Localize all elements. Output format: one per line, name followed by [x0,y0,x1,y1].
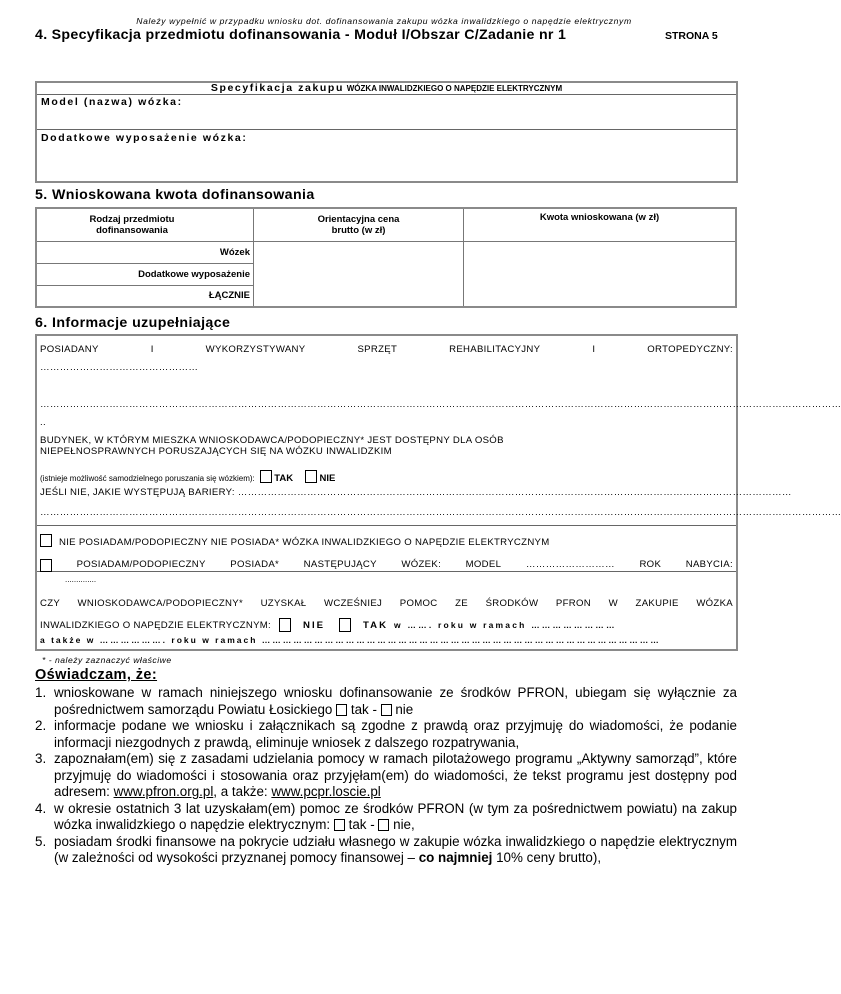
amount-table [35,207,737,308]
earlier-help-row [40,618,733,632]
earlier-no-label: NIE [303,619,326,631]
list-item: 3. zapoznałam(em) się z zasadami udzielania pomocy w ramach pilotażowego programu „Aktywny samorząd”, które przyjmuję do wiadomości i stosowania oraz przyjęłam(em) do wiadomości, że tekst programu jest dostępny pod adresem: www.pfron.org.pl, a także: www.pcpr.loscie.pl [35,751,737,799]
list-item: 2. informacje podane we wniosku i załącznikach są zgodne z prawdą oraz przyjmuję do wiadomości, że podanie informacji niezgodnych z prawdą, eliminuje wniosek z dalszego rozpatrywania, [35,718,737,750]
owned-equipment-label: POSIADANY I WYKORZYSTYWANY SPRZĘT REHABILITACYJNY I ORTOPEDYCZNY: [40,344,733,355]
model-label: Model (nazwa) wózka: [41,96,183,108]
earlier-in-text[interactable]: w ……. roku w ramach …………………… [394,620,617,630]
page-label: STRONA 5 [665,30,718,42]
spec-title-rest: WÓZKA INWALIDZKIEGO O NAPĘDZIE ELEKTRYCZNYM [346,84,563,93]
prior-help-nie-checkbox[interactable] [378,819,389,831]
extra-equipment-label: Dodatkowe wyposażenie wózka: [41,132,248,144]
barriers-row[interactable]: JEŚLI NIE, JAKIE WYSTĘPUJĄ BARIERY: …………………………………………………………………………………………………………………………………………………… [40,487,792,498]
col-header-amount: Kwota wnioskowana (w zł) [464,208,737,241]
building-line1: BUDYNEK, W KTÓRYM MIESZKA WNIOSKODAWCA/PODOPIECZNY* JEST DOSTĘPNY DLA OSÓB [40,435,504,446]
building-line2: NIEPEŁNOSPRAWNYCH PORUSZAJĄCYCH SIĘ NA WÓZKU INWALIDZKIM [40,446,392,457]
pcpr-link[interactable]: www.pcpr.loscie.pl [271,784,381,799]
earlier-no-checkbox[interactable] [279,618,291,632]
building-yes-checkbox[interactable] [260,470,272,483]
section6-title: 6. Informacje uzupełniające [35,315,231,331]
list-item: 4. w okresie ostatnich 3 lat uzyskałam(em) pomoc ze środków PFRON (w tym za pośrednictwem powiatu) na zakup wózka inwalidzkiego o napędzie elektrycznym: tak - nie, [35,800,737,832]
prior-help-tak-checkbox[interactable] [334,819,345,831]
row-label-extra: Dodatkowe wyposażenie [36,263,254,285]
price-cell[interactable] [254,241,464,307]
table-row [36,241,736,263]
earlier-yes-checkbox[interactable] [339,618,351,632]
no-wheelchair-checkbox[interactable] [40,534,52,547]
owned-dots-tail: .. [40,417,46,428]
building-no-label: NIE [319,473,336,484]
earlier-help-line1: CZY WNIOSKODAWCA/PODOPIECZNY* UZYSKAŁ WCZEŚNIEJ POMOC ZE ŚRODKÓW PFRON W ZAKUPIE WÓZKA [40,598,733,609]
owned-dots-long[interactable]: ……………………………………………………………………………………………………………………………………………………………………………………………………………………… [40,399,841,410]
earlier-yes-label: TAK [363,619,389,631]
spec-title [37,82,736,94]
no-wheelchair-label: NIE POSIADAM/PODOPIECZNY NIE POSIADA* WÓZKA INWALIDZKIEGO O NAPĘDZIE ELEKTRYCZNYM [58,537,550,548]
has-wheelchair-checkbox[interactable] [40,559,52,572]
earlier-help-label: INWALIDZKIEGO O NAPĘDZIE ELEKTRYCZNYM: [40,619,272,631]
barriers-dots[interactable]: ……………………………………………………………………………………………………………………………………………………………………………………………………………………… [40,507,841,518]
statement-list [35,685,737,867]
pfron-only-nie-checkbox[interactable] [381,704,392,716]
owned-dots-short[interactable]: ………………………………………… [40,362,199,373]
row-label-wozek: Wózek [36,241,254,263]
fill-note: Należy wypełnić w przypadku wniosku dot. dofinansowania zakupu wózka inwalidzkiego o napędzie elektrycznym [136,16,632,26]
col-header-price: Orientacyjna cena brutto (w zł) [254,208,464,241]
pfron-only-tak-checkbox[interactable] [336,704,347,716]
model-field[interactable] [37,94,736,130]
col-header-type: Rodzaj przedmiotu dofinansowania [36,208,254,241]
has-dots-tail[interactable]: .............. [65,575,97,584]
building-no-checkbox[interactable] [305,470,317,483]
independent-note: (istnieje możliwość samodzielnego poruszania się wózkiem): [40,474,255,483]
row-label-total: ŁĄCZNIE [36,285,254,307]
info-box [35,334,841,651]
statement-title: Oświadczam, że: [35,667,158,683]
has-wheelchair-row: POSIADAM/PODOPIECZNY POSIADA* NASTĘPUJĄCY WÓZEK: MODEL ……………………… ROK NABYCIA: [40,559,733,572]
section4-title: 4. Specyfikacja przedmiotu dofinansowania - Moduł I/Obszar C/Zadanie nr 1 [35,27,567,43]
list-item: 5. posiadam środki finansowe na pokrycie udziału własnego w zakupie wózka inwalidzkiego o napędzie elektrycznym (w zależności od wysokości przyznanej pomocy finansowej – co najmniej 10% ceny brutto), [35,833,737,865]
no-wheelchair-row [40,534,550,548]
section5-title: 5. Wnioskowana kwota dofinansowania [35,187,315,203]
also-line[interactable]: a także w ………………. roku w ramach …………………………………………………………………………………………………… [40,635,661,645]
list-item: 1. wnioskowane w ramach niniejszego wniosku dofinansowanie ze środków PFRON, ubiegam się wyłącznie za pośrednictwem samorządu Powiatu Łosickiego tak - nie [35,685,737,717]
building-yes-label: TAK [274,473,294,484]
amount-cell[interactable] [464,241,737,307]
spec-title-spaced: Specyfikacja zakupu [210,82,344,94]
independent-row [40,470,335,484]
spec-box [35,81,738,183]
pfron-link[interactable]: www.pfron.org.pl [113,784,214,799]
footnote: * - należy zaznaczyć właściwe [42,655,172,665]
